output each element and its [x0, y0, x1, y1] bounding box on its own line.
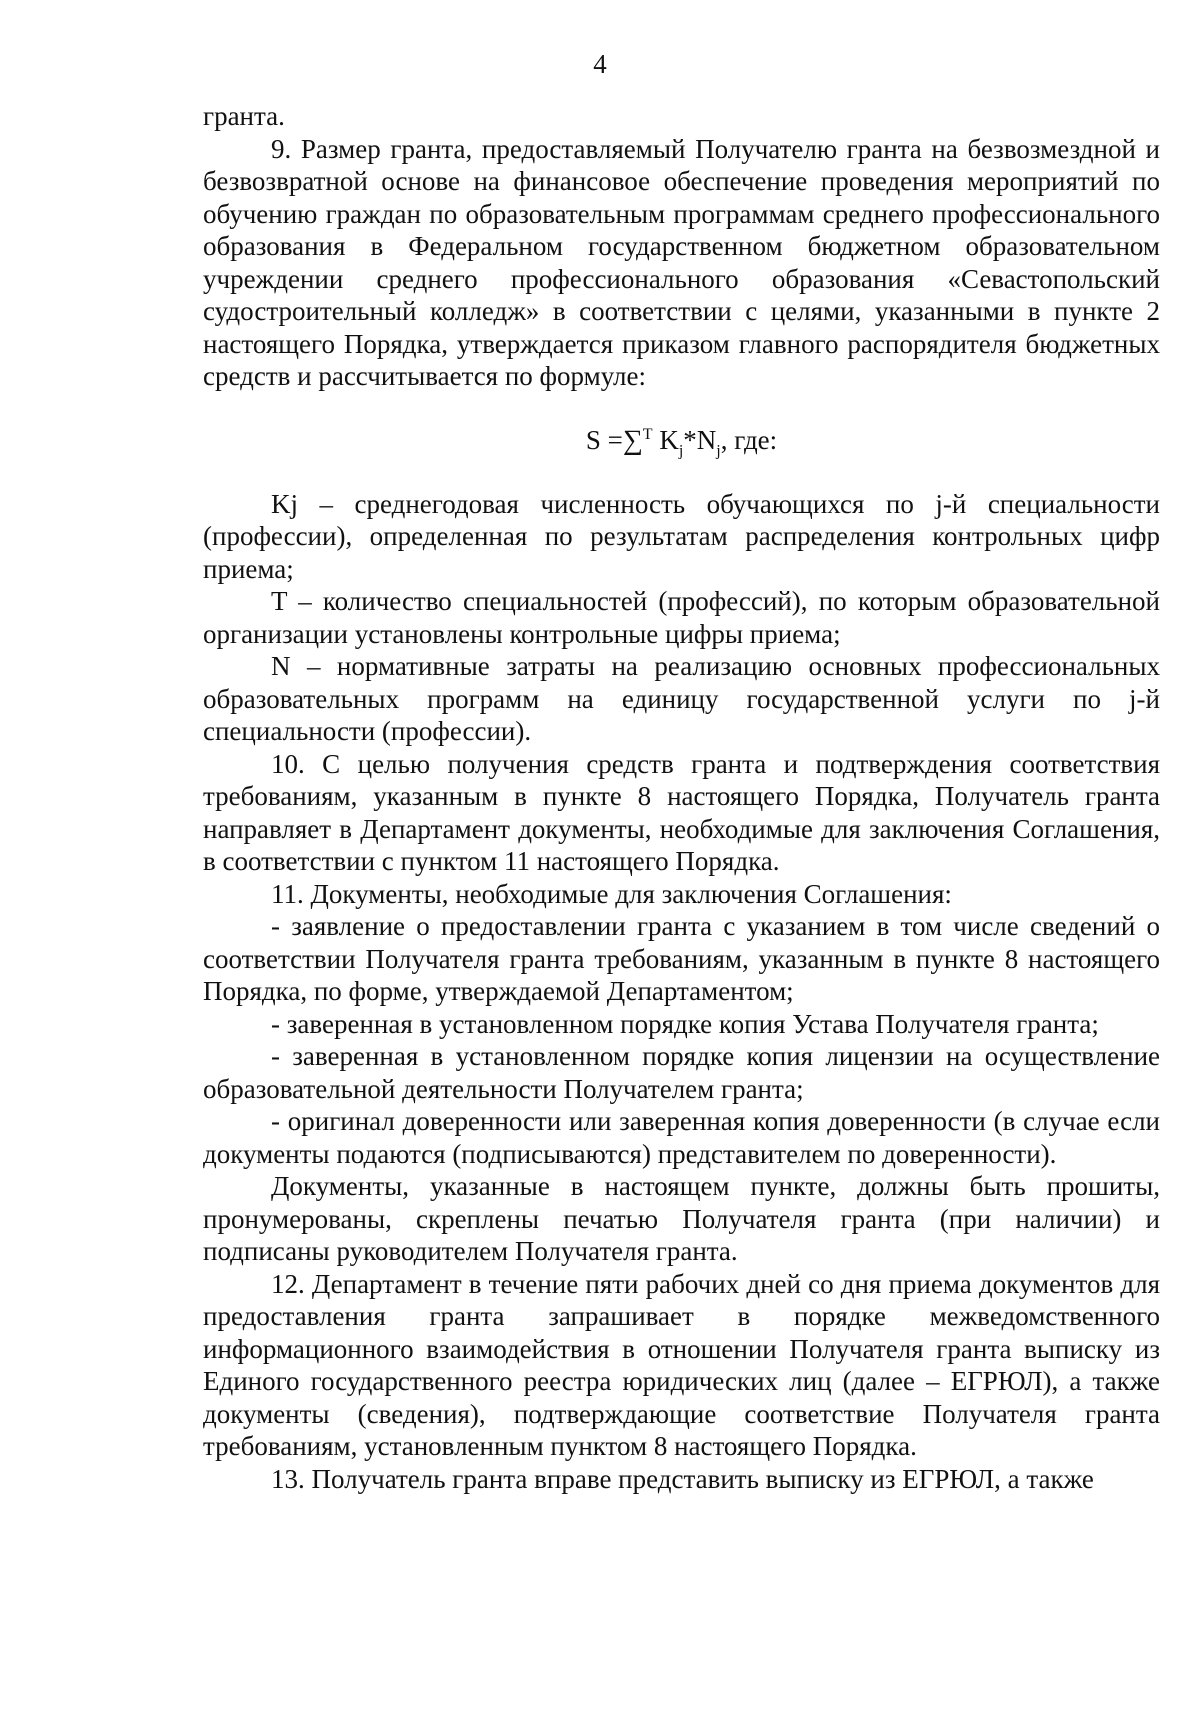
list-item-license: - заверенная в установленном порядке копия лицензии на осуществление образовательной деятельности Получателем гранта; — [203, 1041, 1160, 1104]
paragraph-9: 9. Размер гранта, предоставляемый Получателю гранта на безвозмездной и безвозвратной основе на финансовое обеспечение проведения мероприятий по обучению граждан по образовательным программам среднего профессионального образования в Федеральном государственном бюджетном образовательном учреждении среднего профессионального образования «Севастопольский судостроительный колледж» в соответствии с целями, указанными в пункте 2 настоящего Порядка, утверждается приказом главного распорядителя бюджетных средств и рассчитывается по формуле: — [203, 133, 1160, 391]
list-item-application: - заявление о предоставлении гранта с указанием в том числе сведений о соответствии Получателя гранта требованиям, указанным в пункте 8 настоящего Порядка, по форме, утверждаемой Департаментом; — [203, 911, 1160, 1006]
formula-tail: , где: — [720, 424, 778, 455]
paragraph-11: 11. Документы, необходимые для заключения Соглашения: — [271, 878, 952, 909]
n-subscript: j — [716, 441, 721, 459]
paragraph-13: 13. Получатель гранта вправе представить выписку из ЕГРЮЛ, а также — [271, 1463, 1094, 1494]
list-item-charter: - заверенная в установленном порядке копия Устава Получателя гранта; — [271, 1008, 1099, 1039]
paragraph-12: 12. Департамент в течение пяти рабочих дней со дня приема документов для предоставления гранта запрашивает в порядке межведомственного информационного взаимодействия в отношении Получателя гранта выписку из Единого государственного реестра юридических лиц (далее – ЕГРЮЛ), а также документы (сведения), подтверждающие соответствие Получателя гранта требованиям, установленным пунктом 8 настоящего Порядка. — [203, 1268, 1160, 1461]
k-subscript: j — [678, 441, 684, 459]
grant-formula — [203, 423, 1160, 458]
definition-t: T – количество специальностей (профессий), по которым образовательной организации установлены контрольные цифры приема; — [203, 586, 1160, 649]
sum-superscript: T — [642, 425, 653, 443]
document-body — [203, 100, 1160, 1495]
sum-symbol: ∑ — [622, 424, 643, 456]
formula-lhs: S = — [585, 424, 623, 455]
paragraph-10: 10. С целью получения средств гранта и подтверждения соответствия требованиям, указанным в пункте 8 настоящего Порядка, Получатель гранта направляет в Департамент документы, необходимые для заключения Соглашения, в соответствии с пунктом 11 настоящего Порядка. — [203, 748, 1160, 876]
formula-k: K — [652, 424, 679, 455]
definition-kj: Kj – среднегодовая численность обучающихся по j-й специальности (профессии), определенная по результатам распределения контрольных цифр приема; — [203, 488, 1160, 584]
page-number: 4 — [593, 49, 607, 79]
definition-n: N – нормативные затраты на реализацию основных профессиональных образовательных программ на единицу государственной услуги по j-й специальности (профессии). — [203, 651, 1160, 746]
paragraph-continuation: гранта. — [203, 101, 285, 131]
formula-n: *N — [683, 424, 717, 455]
paragraph-documents-requirements: Документы, указанные в настоящем пункте, должны быть прошиты, пронумерованы, скреплены печатью Получателя гранта (при наличии) и подписаны руководителем Получателя гранта. — [203, 1171, 1160, 1266]
list-item-power-of-attorney: - оригинал доверенности или заверенная копия доверенности (в случае если документы подаются (подписываются) представителем по доверенности). — [203, 1106, 1160, 1169]
